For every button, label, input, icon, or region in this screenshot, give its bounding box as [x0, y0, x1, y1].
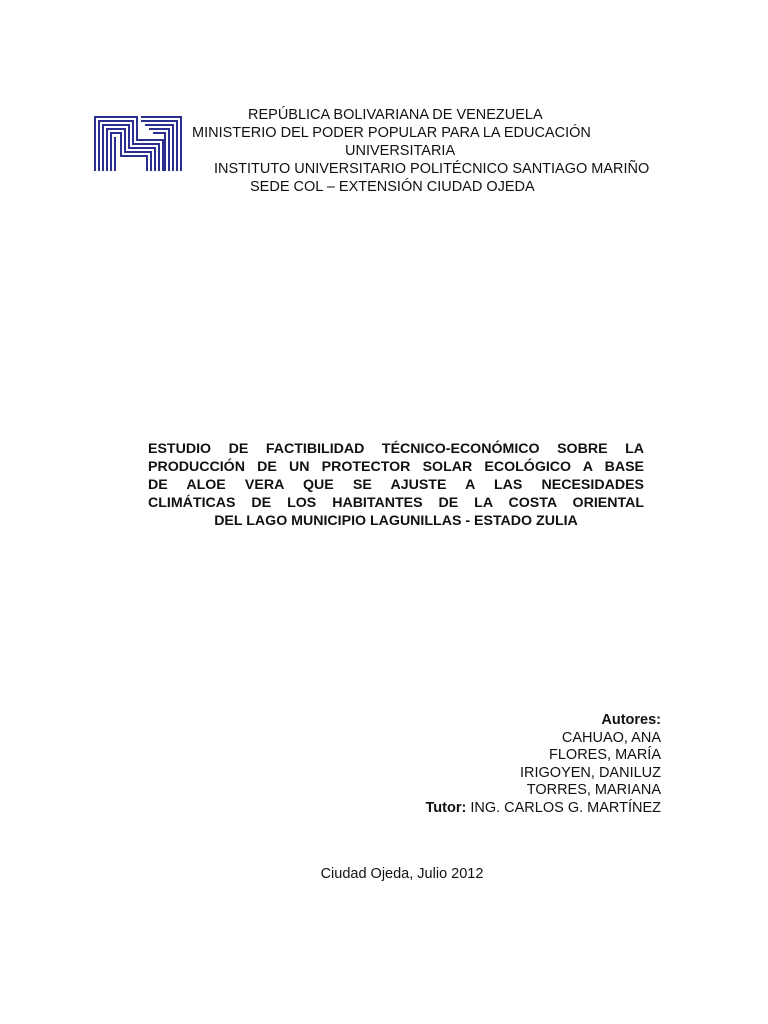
- header-ministry-cont: UNIVERSITARIA: [345, 143, 456, 159]
- header-institute: INSTITUTO UNIVERSITARIO POLITÉCNICO SANTIAGO MARIÑO: [214, 161, 650, 177]
- author-name: TORRES, MARIANA: [526, 782, 661, 798]
- authors-label: Autores:: [601, 712, 661, 728]
- header-campus: SEDE COL – EXTENSIÓN CIUDAD OJEDA: [250, 179, 535, 195]
- author-name: CAHUAO, ANA: [561, 729, 661, 746]
- header-ministry: MINISTERIO DEL PODER POPULAR PARA LA EDUCACIÓN: [192, 125, 591, 141]
- title-line-4: CLIMÁTICAS DE LOS HABITANTES DE LA COSTA ORIENTAL: [148, 495, 644, 511]
- document-title: [148, 440, 644, 530]
- tutor-name: ING. CARLOS G. MARTÍNEZ: [466, 799, 661, 816]
- authors-block: [261, 712, 661, 817]
- title-line-1: ESTUDIO DE FACTIBILIDAD TÉCNICO-ECONÓMICO SOBRE LA: [148, 441, 644, 457]
- title-line-2: PRODUCCIÓN DE UN PROTECTOR SOLAR ECOLÓGICO A BASE: [148, 459, 644, 475]
- header-country: REPÚBLICA BOLIVARIANA DE VENEZUELA: [248, 107, 543, 123]
- place-date: Ciudad Ojeda, Julio 2012: [320, 866, 484, 882]
- author-name: IRIGOYEN, DANILUZ: [520, 764, 661, 781]
- institution-header: [150, 106, 670, 196]
- tutor-label: Tutor:: [425, 799, 467, 816]
- tutor-line: [261, 800, 661, 818]
- title-line-5: DEL LAGO MUNICIPIO LAGUNILLAS - ESTADO ZULIA: [214, 513, 578, 529]
- title-line-3: DE ALOE VERA QUE SE AJUSTE A LAS NECESIDADES: [148, 477, 644, 493]
- author-name: FLORES, MARÍA: [549, 747, 661, 763]
